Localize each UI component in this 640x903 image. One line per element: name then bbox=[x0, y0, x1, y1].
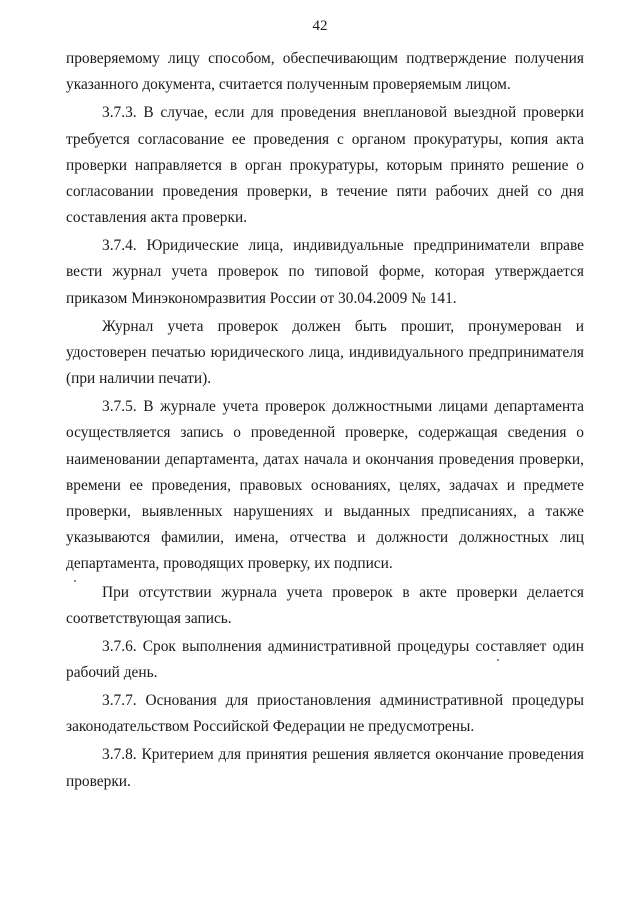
paragraph-no-journal: При отсутствии журнала учета проверок в акте проверки делается соответствующая запись. bbox=[66, 583, 584, 627]
paragraph-3-7-3: 3.7.3. В случае, если для проведения внеплановой выездной проверки требуется согласование ее проведения с органом прокуратуры, копия акта проверки направляется в орган прокуратуры, которым принято решение о согласовании проведения проверки, в течение пяти рабочих дней со дня составления акта проверки. bbox=[66, 104, 584, 227]
page-number: 42 bbox=[312, 18, 328, 34]
paragraph-3-7-8: 3.7.8. Критерием для принятия решения является окончание проведения проверки. bbox=[66, 746, 584, 790]
paragraph-3-7-6: 3.7.6. Срок выполнения административной процедуры составляет один рабочий день. bbox=[66, 637, 584, 682]
paragraph-3-7-7: 3.7.7. Основания для приостановления административной процедуры законодательством Российской Федерации не предусмотрены. bbox=[66, 692, 584, 736]
paragraph-3-7-4: 3.7.4. Юридические лица, индивидуальные предприниматели вправе вести журнал учета проверок по типовой форме, которая утверждается приказом Минэкономразвития России от 30.04.2009 № 141. bbox=[66, 237, 584, 307]
paragraph-journal-requirements: Журнал учета проверок должен быть прошит, пронумерован и удостоверен печатью юридического лица, индивидуального предпринимателя (при наличии печати). bbox=[66, 317, 584, 388]
paragraph-continuation: проверяемому лицу способом, обеспечивающим подтверждение получения указанного документа, считается полученным проверяемым лицом. bbox=[66, 50, 584, 94]
paragraph-3-7-5: 3.7.5. В журнале учета проверок должностными лицами департамента осуществляется запись о проведенной проверке, содержащая сведения о наименовании департамента, датах начала и окончания проведения проверки, времени ее проведения, правовых основаниях, целях, задачах и предмете проверки, выявленных нарушениях и выданных предписаниях, а также указываются фамилии, имена, отчества и должности должностных лиц департамента, проводящих проверку, их подписи. bbox=[66, 398, 584, 573]
scan-speck bbox=[74, 580, 76, 582]
document-body bbox=[66, 46, 584, 797]
scan-speck bbox=[497, 659, 499, 661]
